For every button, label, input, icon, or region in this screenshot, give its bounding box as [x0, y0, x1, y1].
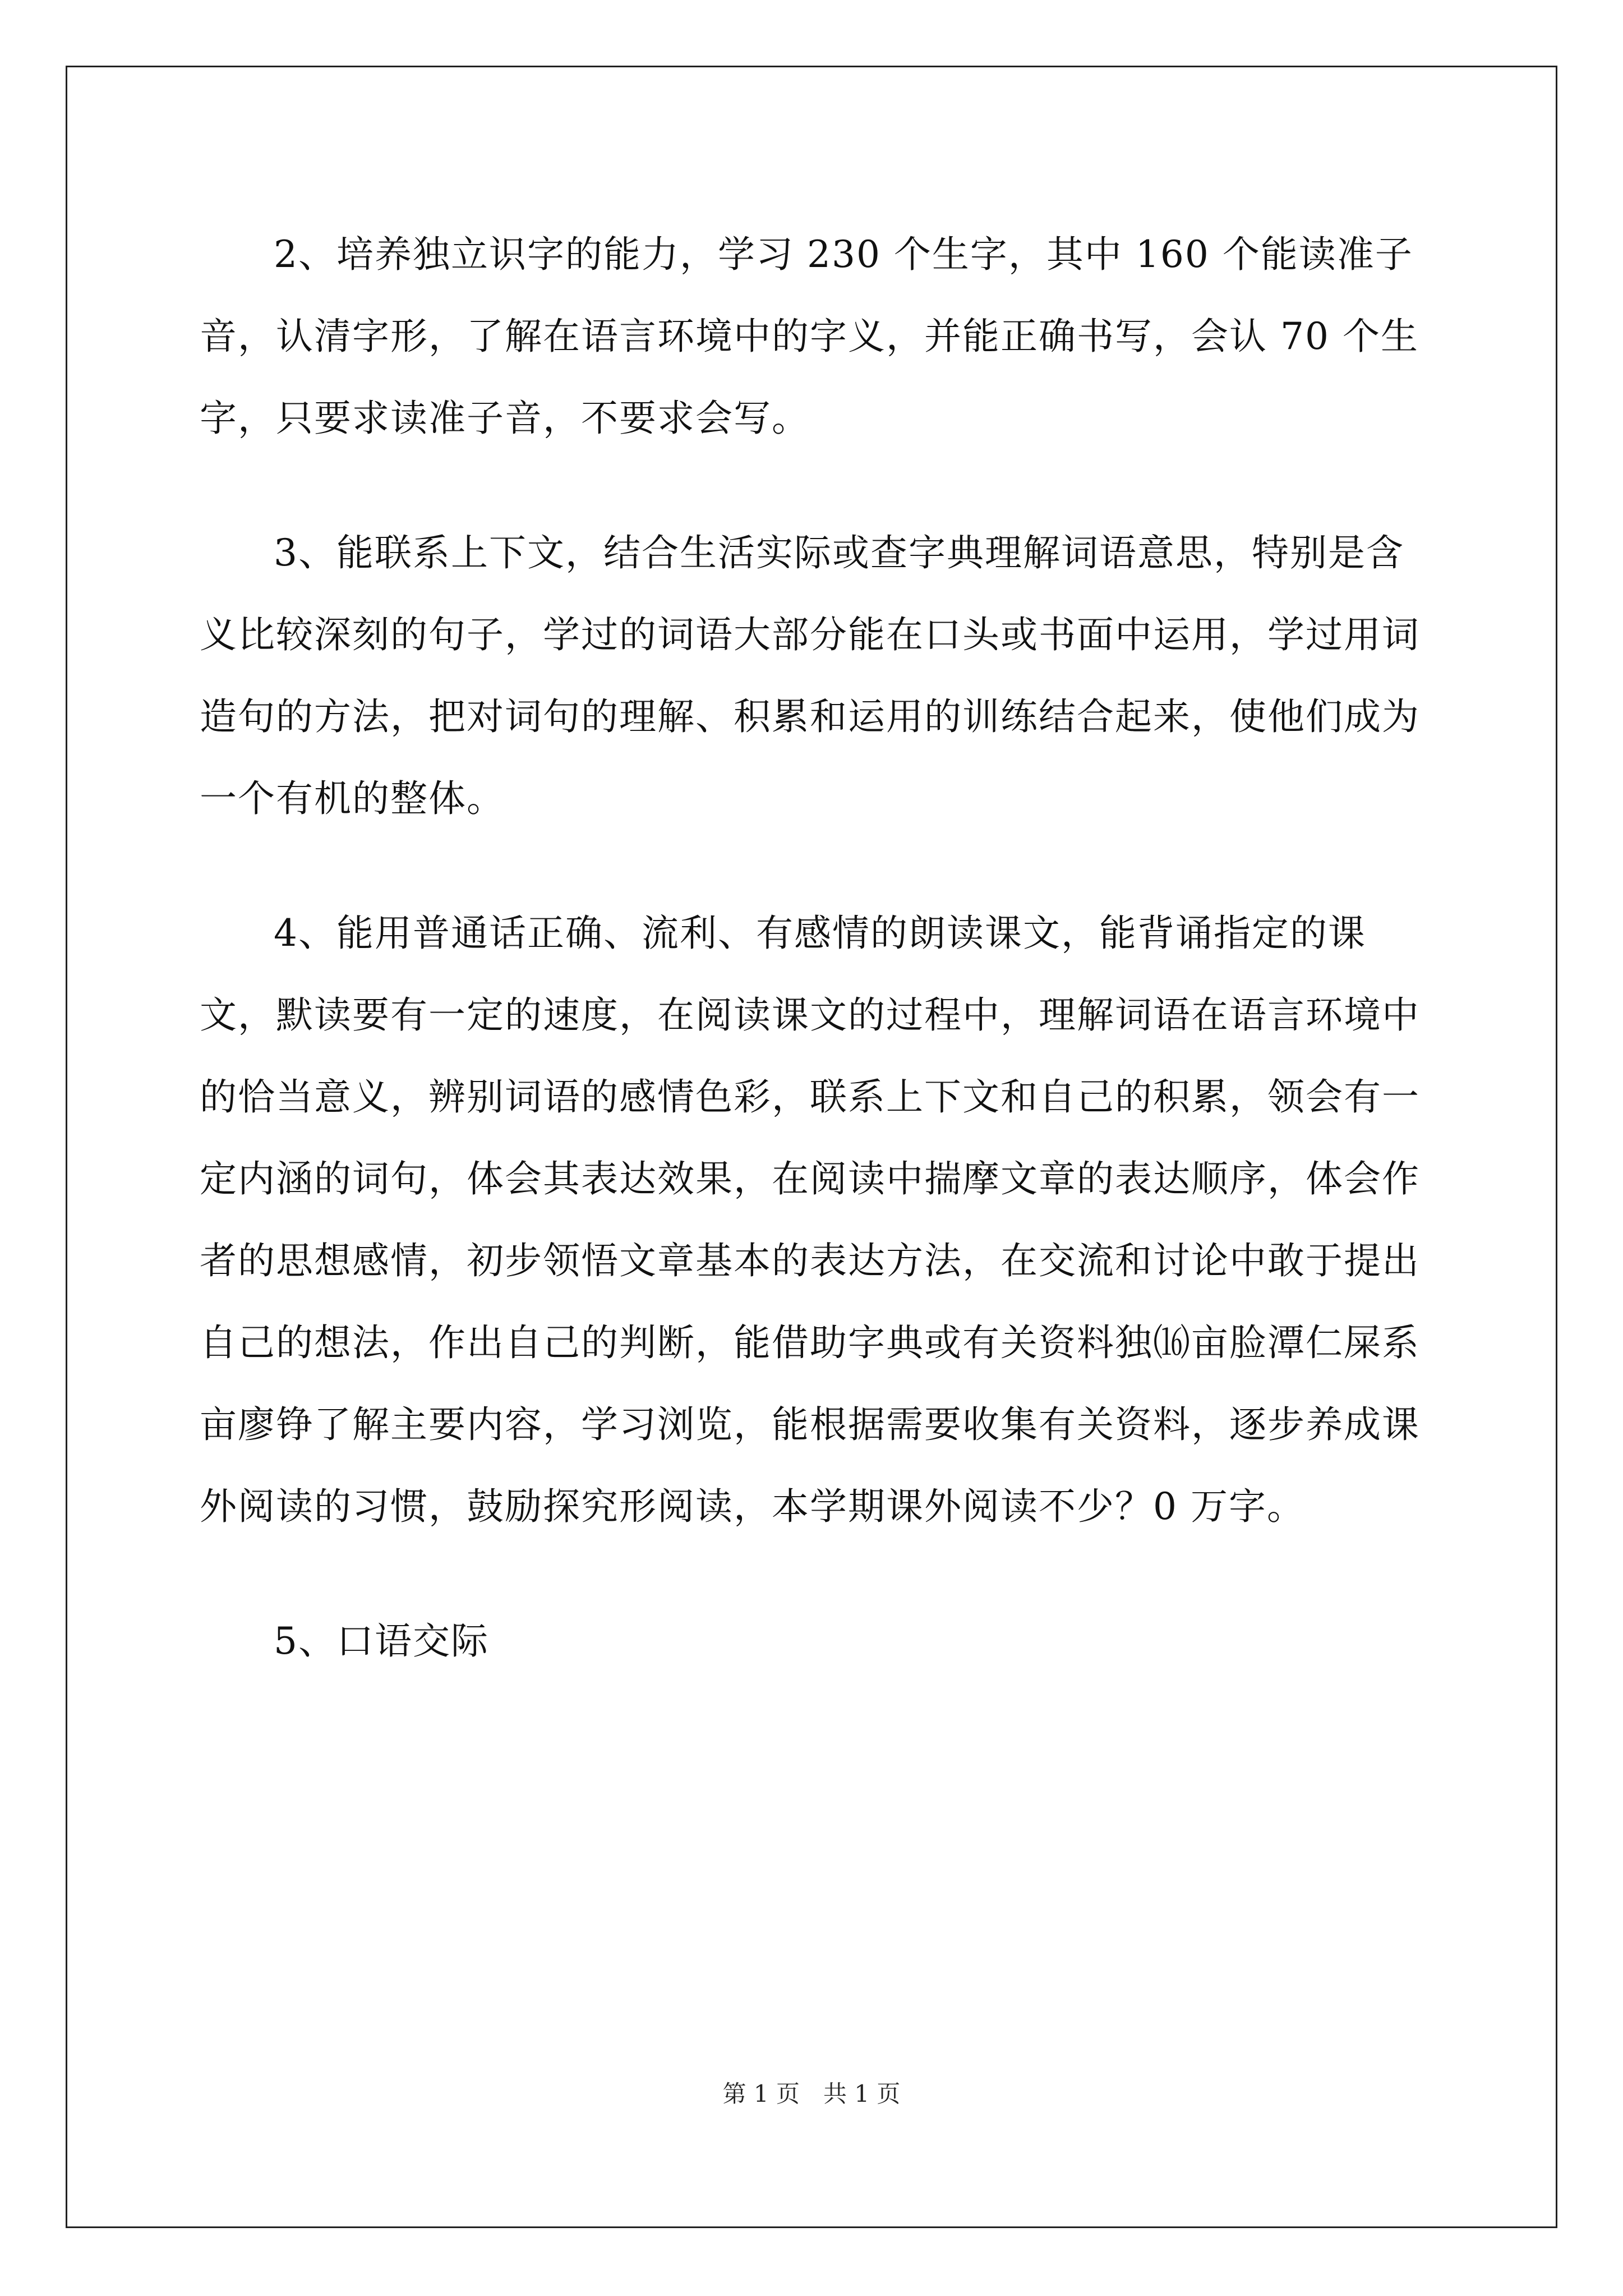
paragraph-literacy: 2、培养独立识字的能力，学习 230 个生字，其中 160 个能读准子音，认清字形，了解在语言环境中的字义，并能正确书写，会认 70 个生字，只要求读准子音，不要求会写。: [200, 233, 1419, 440]
paragraph-vocabulary: 3、能联系上下文，结合生活实际或查字典理解词语意思，特别是含义比较深刻的句子，学过的词语大部分能在口头或书面中运用，学过用词造句的方法，把对词句的理解、积累和运用的训练结合起来，使他们成为一个有机的整体。: [200, 531, 1420, 820]
paragraph-oral-communication: 5、口语交际: [274, 1619, 489, 1663]
document-body: [200, 214, 1422, 1735]
paragraph-reading: 4、能用普通话正确、流利、有感情的朗读课文，能背诵指定的课文，默读要有一定的速度，在阅读课文的过程中，理解词语在语言环境中的恰当意义，辨别词语的感情色彩，联系上下文和自己的积累，领会有一定内涵的词句，体会其表达效果，在阅读中揣摩文章的表达顺序，体会作者的思想感情，初步领悟文章基本的表达方法，在交流和讨论中敢于提出自己的想法，作出自己的判断，能借助字典或有关资料独⒃亩脸潭仁屎系亩廖铮了解主要内容，学习浏览，能根据需要收集有关资料，逐步养成课外阅读的习惯，鼓励探究形阅读，本学期课外阅读不少？0 万字。: [200, 912, 1420, 1528]
page-number-footer: 第 1 页 共 1 页: [722, 2080, 901, 2108]
